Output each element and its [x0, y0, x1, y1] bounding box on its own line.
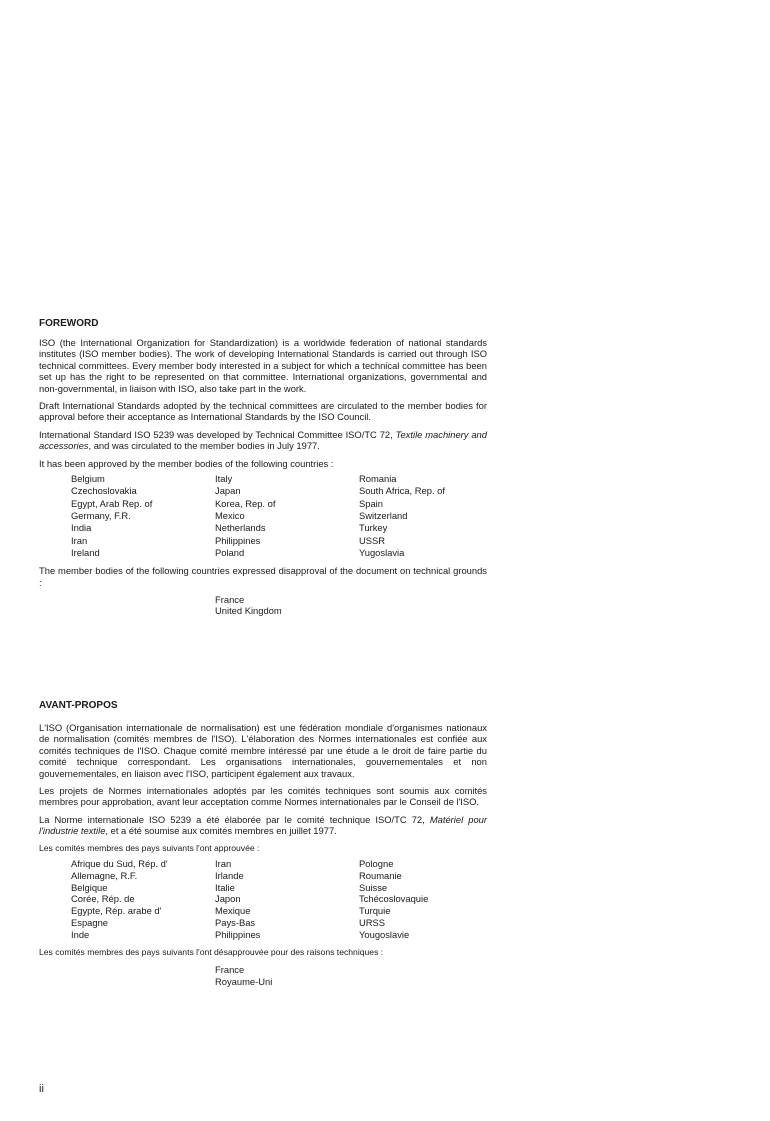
foreword-section — [39, 318, 487, 617]
country-name: Mexico — [215, 509, 245, 521]
country-name: South Africa, Rep. of — [359, 485, 445, 497]
country-name: Inde — [71, 928, 90, 940]
country-name: Romania — [359, 473, 397, 485]
country-column-2 — [215, 473, 359, 559]
country-name: Suisse — [359, 881, 388, 893]
country-column-1 — [71, 473, 215, 559]
foreword-approving-countries — [71, 473, 487, 559]
country-name: Japan — [215, 485, 241, 497]
foreword-standard-paragraph — [39, 429, 487, 452]
country-column-3 — [359, 473, 503, 559]
country-name: Italie — [215, 881, 235, 893]
country-name: Yugoslavia — [359, 546, 405, 558]
foreword-paragraph-1: ISO (the International Organization for Standardization) is a worldwide federation of national standards institutes (ISO member bodies). The work of developing International Standards is carried out through ISO technical committees. Every member body interested in a subject for which a technical committee has been set up has the right to be represented on that committee. International organizations, governmental and non-governmental, in liaison with ISO, also take part in the work. — [39, 337, 487, 394]
country-name: Pologne — [359, 858, 394, 870]
standard-text-after: , et a été soumise aux comités membres en juillet 1977. — [105, 825, 337, 837]
foreword-approved-intro: It has been approved by the member bodies of the following countries : — [39, 457, 334, 469]
country-name: Corée, Rép. de — [71, 893, 135, 905]
country-name: Germany, F.R. — [71, 509, 131, 521]
country-name: Pays-Bas — [215, 917, 256, 929]
country-name: United Kingdom — [215, 605, 282, 617]
avant-propos-section — [39, 700, 487, 987]
country-name: Philippines — [215, 928, 261, 940]
country-name: Korea, Rep. of — [215, 497, 276, 509]
country-name: Iran — [71, 534, 88, 546]
country-name: Ireland — [71, 546, 100, 558]
country-name: Philippines — [215, 534, 261, 546]
country-name: India — [71, 522, 92, 534]
avant-propos-standard-paragraph — [39, 814, 487, 837]
country-name: Belgium — [71, 473, 105, 485]
standard-text-before: International Standard ISO 5239 was developed by Technical Committee ISO/TC 72, — [39, 428, 396, 440]
country-name: Japon — [215, 893, 241, 905]
committee-title: Textile machinery and accessories — [39, 428, 487, 452]
country-column-2 — [215, 858, 359, 941]
foreword-heading: FOREWORD — [39, 318, 99, 329]
country-name: Royaume-Uni — [215, 975, 273, 987]
country-name: Allemagne, R.F. — [71, 869, 138, 881]
foreword-disapproving-countries — [215, 594, 487, 617]
country-name: France — [215, 593, 245, 605]
country-column-1 — [71, 858, 215, 941]
country-name: France — [215, 964, 245, 976]
country-name: Yougoslavie — [359, 928, 410, 940]
avant-propos-approving-countries — [71, 858, 487, 941]
page-number: ii — [39, 1083, 44, 1095]
country-name: Afrique du Sud, Rép. d' — [71, 858, 168, 870]
avant-propos-disapproval-intro: Les comités membres des pays suivants l'ont désapprouvée pour des raisons techniques : — [39, 946, 384, 957]
country-name: Poland — [215, 546, 245, 558]
committee-title: Matériel pour l'industrie textile — [39, 813, 487, 837]
country-name: Roumanie — [359, 869, 402, 881]
country-column-3 — [359, 858, 503, 941]
avant-propos-approved-intro: Les comités membres des pays suivants l'ont approuvée : — [39, 842, 260, 853]
country-name: Tchécoslovaquie — [359, 893, 429, 905]
country-name: Turquie — [359, 905, 391, 917]
country-name: Switzerland — [359, 509, 408, 521]
avant-propos-paragraph-1: L'ISO (Organisation internationale de normalisation) est une fédération mondiale d'organismes nationaux de normalisation (comités membres de l'ISO). L'élaboration des Normes internationales est confiée aux comités techniques de l'ISO. Chaque comité membre intéressé par une étude a le droit de faire partie du comité technique correspondant. Les organisations internationales, gouvernementales et non gouvernementales, en liaison avec l'ISO, participent également aux travaux. — [39, 722, 487, 779]
country-name: URSS — [359, 917, 386, 929]
country-name: Belgique — [71, 881, 108, 893]
avant-propos-paragraph-2: Les projets de Normes internationales adoptés par les comités techniques sont soumis aux comités membres pour approbation, avant leur acceptation comme Normes internationales par le Conseil de l'ISO. — [39, 785, 487, 808]
country-name: Spain — [359, 497, 383, 509]
standard-text-after: , and was circulated to the member bodies in July 1977. — [88, 440, 320, 452]
country-name: Czechoslovakia — [71, 485, 137, 497]
country-name: Netherlands — [215, 522, 266, 534]
avant-propos-disapproving-countries — [215, 964, 487, 987]
standard-text-before: La Norme internationale ISO 5239 a été élaborée par le comité technique ISO/TC 72, — [39, 813, 430, 825]
country-name: USSR — [359, 534, 386, 546]
country-name: Irlande — [215, 869, 244, 881]
country-name: Iran — [215, 858, 232, 870]
avant-propos-heading: AVANT-PROPOS — [39, 700, 118, 711]
country-name: Mexique — [215, 905, 251, 917]
country-name: Egypte, Rép. arabe d' — [71, 905, 162, 917]
foreword-paragraph-2: Draft International Standards adopted by the technical committees are circulated to the member bodies for approval before their acceptance as International Standards by the ISO Council. — [39, 400, 487, 423]
foreword-disapproval-intro: The member bodies of the following countries expressed disapproval of the document on technical grounds : — [39, 565, 487, 588]
country-name: Italy — [215, 473, 233, 485]
country-name: Turkey — [359, 522, 388, 534]
country-name: Espagne — [71, 917, 109, 929]
country-name: Egypt, Arab Rep. of — [71, 497, 153, 509]
